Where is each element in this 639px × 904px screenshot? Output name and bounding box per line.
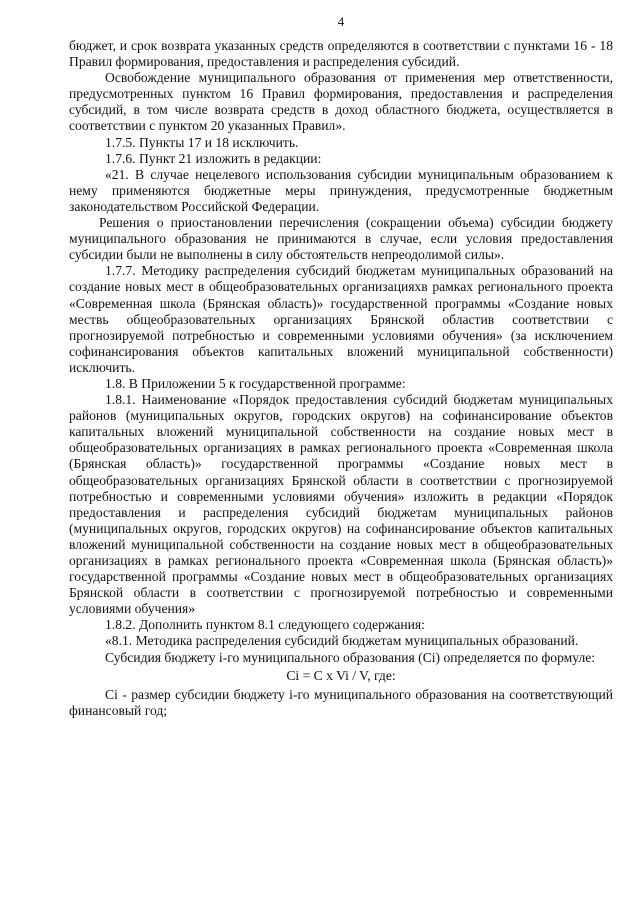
paragraph: Ci - размер субсидии бюджету i-го муниципального образования на соответствующий финансовый год;: [69, 686, 613, 718]
paragraph: 1.7.5. Пункты 17 и 18 исключить.: [105, 134, 299, 150]
paragraph: «8.1. Методика распределения субсидий бюджетам муниципальных образований.: [105, 633, 579, 649]
paragraph: «21. В случае нецелевого использования субсидии муниципальным образованием к нему применяются бюджетные меры принуждения, предусмотренные бюджетным законодательством Российской Федерации.: [69, 166, 613, 214]
paragraph: Освобождение муниципального образования от применения мер ответственности, предусмотренных пунктом 16 Правил формирования, предоставления и распределения субсидий, в том числе возврата средств в доход областного бюджета, осуществляется в соответствии с пунктом 20 указанных Правил».: [69, 70, 613, 134]
paragraph: Решения о приостановлении перечисления (сокращении объема) субсидии бюджету муниципального образования не принимаются в случае, если условия предоставления субсидии были не выполнены в силу обстоятельств непреодолимой силы».: [69, 215, 613, 263]
formula: Ci = C x Vi / V, где:: [286, 667, 396, 683]
page-number: 4: [337, 14, 345, 29]
paragraph: 1.8.2. Дополнить пунктом 8.1 следующего содержания:: [105, 617, 425, 633]
paragraph: 1.8. В Приложении 5 к государственной программе:: [105, 375, 406, 391]
paragraph: 1.8.1. Наименование «Порядок предоставления субсидий бюджетам муниципальных районов (муниципальных округов, городских округов) на софинансирование объектов капитальных вложений муниципальной собственности на создание новых мест в общеобразовательных организациях в рамках регионального проекта «Современная школа (Брянская область)» государственной программы «Создание новых мест в общеобразовательных организациях Брянской области в соответствии с прогнозируемой потребностью и современными условиями обучения» изложить в редакции «Порядок предоставления и распределения субсидий бюджетам муниципальных районов (муниципальных округов, городских округов) на софинансирование объектов капитальных вложений муниципальной собственности на создание новых мест в общеобразовательных организациях в рамках регионального проекта «Современная школа (Брянская область)» государственной программы «Создание новых мест в общеобразовательных организациях Брянской области в соответствии с прогнозируемой потребностью и современными условиями обучения»: [69, 392, 613, 617]
paragraph: 1.7.7. Методику распределения субсидий бюджетам муниципальных образований на создание новых мест в общеобразовательных организацияхв рамках регионального проекта «Современная школа (Брянская область)» государственной программы «Создание новых мествь общеобразовательных организациях Брянской областив соответствии с прогнозируемой потребностью и современными условиями обучения» (за исключением софинансирования объектов капитальных вложений муниципальной собственности) исключить.: [69, 263, 613, 375]
paragraph: бюджет, и срок возврата указанных средств определяются в соответствии с пунктами 16 - 18 Правил формирования, предоставления и распределения субсидий.: [69, 38, 613, 70]
paragraph: 1.7.6. Пункт 21 изложить в редакции:: [105, 150, 322, 166]
paragraph: Субсидия бюджету i-го муниципального образования (Ci) определяется по формуле:: [105, 649, 596, 665]
